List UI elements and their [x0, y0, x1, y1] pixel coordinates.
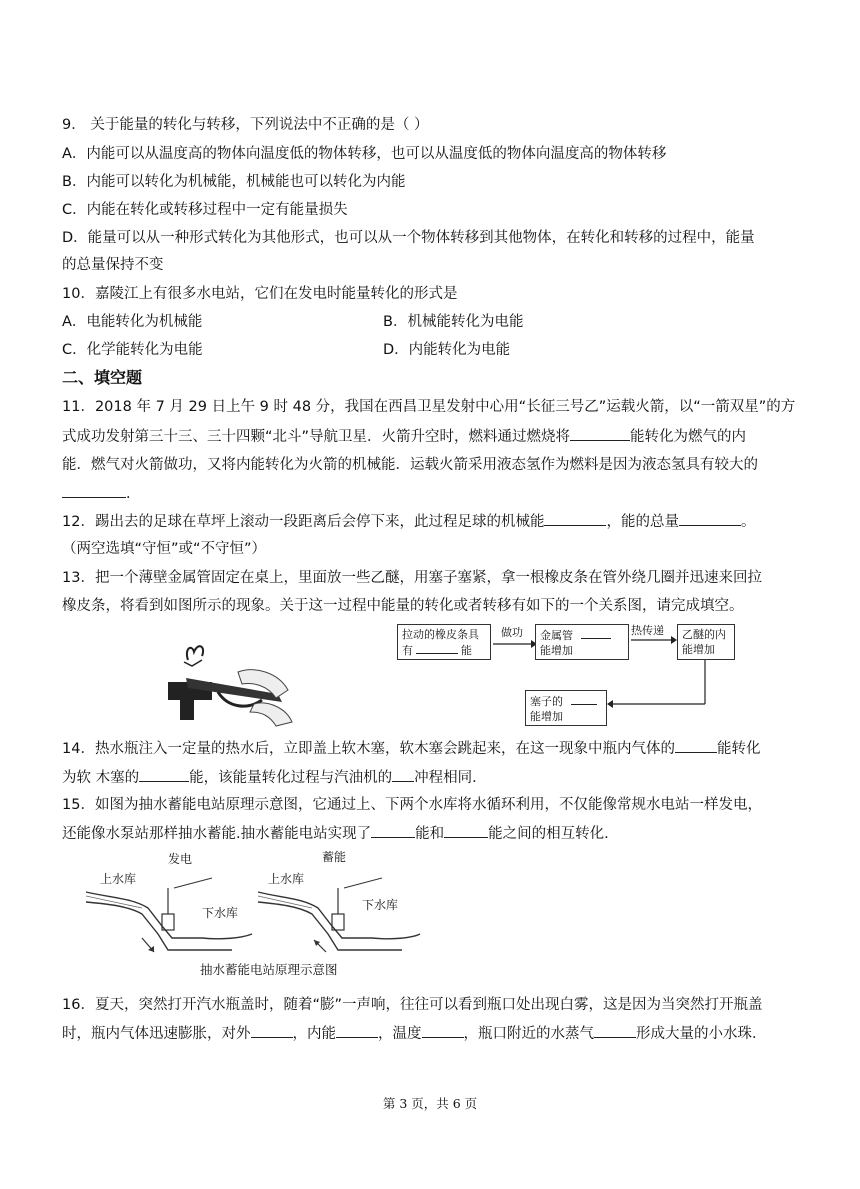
q12-blank-2[interactable] [679, 511, 741, 526]
q16-blank-3[interactable] [422, 1023, 464, 1038]
q14-text: 14．热水瓶注入一定量的热水后，立即盖上软木塞，软木塞会跳起来，在这一现象中瓶内气体的 [62, 741, 675, 757]
figure-lower-reservoir: 下水库 [362, 898, 399, 912]
pumped-storage-figure [82, 848, 422, 978]
figure-caption: 抽水蓄能电站原理示意图 [200, 962, 338, 977]
diagram-box-rubber-band [397, 624, 491, 660]
q10-stem: 10．嘉陵江上有很多水电站，它们在发电时能量转化的形式是 [62, 286, 458, 302]
q9-option-a: A．内能可以从温度高的物体向温度低的物体转移，也可以从温度低的物体向温度高的物体转移 [62, 146, 667, 162]
q10-option-c: C．化学能转化为电能 [62, 342, 203, 358]
q11-line4 [62, 483, 141, 504]
q14-text: 能转化 [716, 741, 761, 757]
reservoir-diagram-drawing [82, 868, 422, 958]
figure-lower-reservoir: 下水库 [202, 906, 239, 920]
q16-text: ，温度 [378, 1026, 422, 1042]
arrow-return-icon [605, 660, 735, 710]
q16-line2 [62, 1023, 767, 1044]
q12-line1 [62, 511, 755, 532]
q11-line2 [62, 426, 746, 447]
q11-text: 式成功发射第三十三、三十四颗“北斗”导航卫星．火箭升空时，燃料通过燃烧将 [62, 429, 571, 445]
diagram-arrow-label: 做功 [501, 626, 523, 639]
figure-label-generate: 发电 [168, 852, 193, 866]
q15-blank-2[interactable] [444, 823, 488, 838]
figure-label-store: 蓄能 [322, 850, 347, 864]
q12-line2: （两空选填“守恒”或“不守恒”） [62, 541, 267, 557]
q15-text: 能和 [415, 826, 445, 842]
q14-blank-3[interactable] [392, 767, 414, 782]
q11-text: ． [126, 486, 141, 502]
rubber-band-experiment-image [158, 638, 298, 728]
q11-blank-1[interactable] [570, 426, 630, 441]
q9-option-b: B．内能可以转化为机械能，机械能也可以转化为内能 [62, 174, 406, 190]
q9-option-c: C．内能在转化或转移过程中一定有能量损失 [62, 202, 348, 218]
diagram-box-text: 金属管 [540, 629, 573, 642]
diagram-box-metal-tube [535, 624, 629, 660]
q11-text: 能转化为燃气的内 [630, 429, 747, 445]
energy-relation-diagram [395, 618, 735, 733]
q14-blank-1[interactable] [675, 738, 717, 753]
q14-blank-2[interactable] [139, 767, 189, 782]
diagram-box-text: 乙醚的内 [682, 628, 726, 641]
q14-line1 [62, 738, 760, 759]
q15-line1: 15．如图为抽水蓄能电站原理示意图，它通过上、下两个水库将水循环利用，不仅能像常规水电站一样发电， [62, 797, 762, 813]
q16-text: 形成大量的小水珠． [636, 1026, 767, 1042]
diagram-box-text: 拉动的橡皮条具 [402, 628, 479, 641]
q10-option-a: A．电能转化为机械能 [62, 314, 203, 330]
q14-line2 [62, 767, 487, 788]
diagram-blank-2[interactable] [581, 627, 611, 639]
q9-option-d-line1: D．能量可以从一种形式转化为其他形式，也可以从一个物体转移到其他物体，在转化和转移的过程中，能量 [62, 230, 755, 246]
diagram-box-text-row [530, 693, 602, 709]
q16-text: ，瓶口附近的水蒸气 [463, 1026, 594, 1042]
q9-option-d-line2: 的总量保持不变 [62, 257, 164, 273]
diagram-blank-3[interactable] [571, 693, 597, 705]
diagram-box-text: 能 [461, 644, 472, 657]
diagram-box-text: 能增加 [682, 643, 715, 656]
q12-text: 。 [740, 514, 756, 530]
q11-line1: 11．2018 年 7 月 29 日上午 9 时 48 分，我国在西昌卫星发射中心用“长征三号乙”运载火箭，以“一箭双星”的方 [62, 399, 796, 415]
q11-line3: 能．燃气对火箭做功，又将内能转化为火箭的机械能．运载火箭采用液态氢作为燃料是因为液态氢具有较大的 [62, 457, 758, 473]
diagram-box-text: 有 [402, 644, 413, 657]
page-footer: 第 3 页，共 6 页 [382, 1096, 478, 1111]
q10-option-b: B．机械能转化为电能 [383, 314, 524, 330]
diagram-arrow-label: 热传递 [631, 624, 664, 637]
diagram-box-text-row [540, 627, 624, 643]
q16-blank-1[interactable] [251, 1023, 293, 1038]
figure-upper-reservoir: 上水库 [268, 872, 305, 886]
q16-line1: 16．夏天，突然打开汽水瓶盖时，随着“膨”一声响，往往可以看到瓶口处出现白雾，这是因为当突然打开瓶盖 [62, 997, 763, 1013]
diagram-blank-1[interactable] [416, 642, 458, 654]
diagram-box-text: 能增加 [540, 644, 573, 657]
diagram-box-ether [677, 624, 735, 660]
q16-blank-2[interactable] [336, 1023, 378, 1038]
q10-option-d: D．内能转化为电能 [383, 342, 511, 358]
q12-text: 12．踢出去的足球在草坪上滚动一段距离后会停下来，此过程足球的机械能 [62, 514, 545, 530]
q15-text: 能之间的相互转化. [488, 826, 609, 842]
q12-text: ，能的总量 [606, 514, 679, 530]
q11-blank-2[interactable] [62, 483, 126, 498]
q13-line2: 橡皮条，将看到如图所示的现象。关于这一过程中能量的转化或者转移有如下的一个关系图，请完成填空。 [62, 598, 744, 614]
figure-upper-reservoir: 上水库 [100, 872, 137, 886]
q16-text: ，内能 [292, 1026, 336, 1042]
q16-blank-4[interactable] [594, 1023, 636, 1038]
q14-text: 为软 木塞的 [62, 770, 140, 786]
q15-line2 [62, 823, 609, 844]
diagram-box-text: 塞子的 [530, 695, 563, 708]
q13-line1: 13．把一个薄壁金属管固定在桌上，里面放一些乙醚，用塞子塞紧，拿一根橡皮条在管外绕几圈并迅速来回拉 [62, 570, 762, 586]
diagram-box-stopper [525, 690, 607, 726]
q14-text: 冲程相同． [414, 770, 487, 786]
section-heading: 二、填空题 [62, 368, 143, 387]
q12-blank-1[interactable] [544, 511, 606, 526]
q15-text: 还能像水泵站那样抽水蓄能.抽水蓄能电站实现了 [62, 826, 372, 842]
q9-stem: 9． 关于能量的转化与转移，下列说法中不正确的是（ ） [62, 117, 429, 133]
arrow-right-icon [629, 618, 679, 658]
q16-text: 时，瓶内气体迅速膨胀，对外 [62, 1026, 251, 1042]
diagram-box-text: 能增加 [530, 710, 563, 723]
q14-text: 能，该能量转化过程与汽油机的 [189, 770, 393, 786]
diagram-box-text-row [402, 642, 486, 658]
arrow-right-icon [491, 618, 537, 658]
q15-blank-1[interactable] [371, 823, 415, 838]
